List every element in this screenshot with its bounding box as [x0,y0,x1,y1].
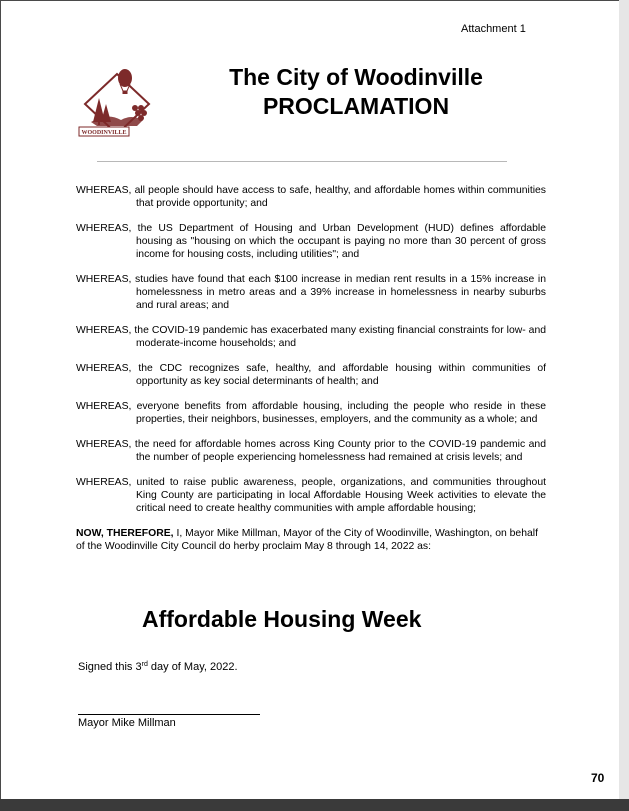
now-therefore-text: I, Mayor Mike Millman, Mayor of the City of Woodinville, Washington, on behalf of the Woodinville City Council do herby proclaim May 8 through 14, 2022 as: [76,528,538,552]
proclamation-body [76,184,546,553]
whereas-clause: WHEREAS, the need for affordable homes across King County prior to the COVID-19 pandemic and the number of people experiencing homelessness had remained at crisis levels; and [76,439,546,463]
signature-line [78,714,260,715]
header-divider [97,161,507,162]
now-therefore-paragraph [76,527,546,553]
viewer-bottom-bar [0,799,629,811]
whereas-clause: WHEREAS, united to raise public awareness, people, organizations, and communities throughout King County are participating in local Affordable Housing Week activities to elevate the critical need to create healthy communities with ample affordable housing; [76,477,546,514]
whereas-clause: WHEREAS, all people should have access to safe, healthy, and affordable homes within communities that provide opportunity; and [76,185,546,209]
whereas-clause: WHEREAS, the CDC recognizes safe, healthy, and affordable housing within communities of opportunity as key social determinants of health; and [76,363,546,387]
signed-date: Signed this 3rd day of May, 2022. [78,661,238,673]
whereas-clause: WHEREAS, everyone benefits from affordable housing, including the people who reside in these properties, their neighbors, businesses, employers, and the community as a whole; and [76,401,546,425]
logo-text: WOODINVILLE [81,130,127,136]
title-line-1: The City of Woodinville [229,64,483,90]
page-title [151,63,561,121]
whereas-clause: WHEREAS, the US Department of Housing and Urban Development (HUD) defines affordable housing as "housing on which the occupant is paying no more than 30 percent of gross income for housing costs, including utilities"; and [76,223,546,260]
whereas-clause: WHEREAS, the COVID-19 pandemic has exacerbated many existing financial constraints for low- and moderate-income households; and [76,325,546,349]
attachment-label: Attachment 1 [461,23,526,35]
now-therefore-lead: NOW, THEREFORE, [76,528,174,539]
whereas-clause: WHEREAS, studies have found that each $100 increase in median rent results in a 15% increase in homelessness in metro areas and a 39% increase in homelessness in nearby suburbs and rural areas; and [76,274,546,311]
title-line-2: PROCLAMATION [262,93,450,119]
mayor-name: Mayor Mike Millman [78,717,176,729]
city-logo [77,64,157,144]
proclamation-headline: Affordable Housing Week [142,606,422,632]
document-page [1,1,619,799]
page-number: 70 [591,771,605,785]
viewer-gutter [619,0,629,811]
